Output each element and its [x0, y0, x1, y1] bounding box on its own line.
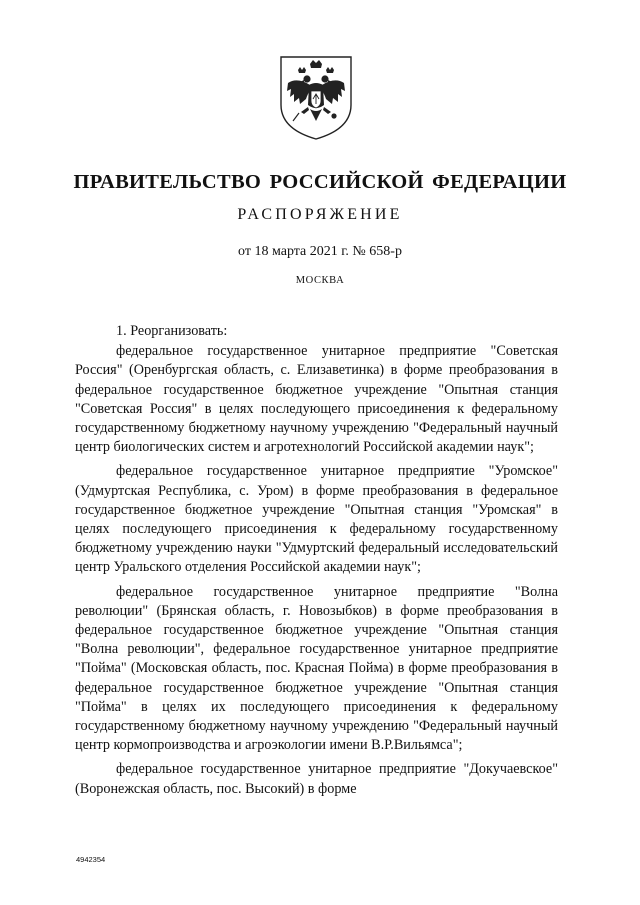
paragraph-volna-revolyutsii: федеральное государственное унитарное предприятие "Волна революции" (Брянская область, г. Новозыбков) в форме преобразования в федеральное государственное бюджетное учреждение "Опытная станция "Волна революции", федеральное государственное унитарное предприятие "Пойма" (Московская область, пос. Красная Пойма) в форме преобразования в федеральное государственное бюджетное учреждение "Опытная станция "Пойма" в целях их последующего присоединения к федеральному государственному бюджетному научному учреждению "Федеральный научный центр кормопроизводства и агроэкологии имени В.Р.Вильямса"; — [75, 583, 558, 754]
paragraph-uromskoe: федеральное государственное унитарное предприятие "Уромское" (Удмуртская Республика, с. Уром) в форме преобразования в федеральное государственное бюджетное учреждение "Опытная станция "Уромская" в целях последующего присоединения к федеральному государственному бюджетному учреждению науки "Удмуртский федеральный исследовательский центр Уральского отделения Российской академии наук"; — [75, 463, 558, 576]
document-date-number: от 18 марта 2021 г. № 658-р — [238, 244, 402, 259]
paragraph-sovetskaya-rossiya: федеральное государственное унитарное предприятие "Советская Россия" (Оренбургская область, с. Елизаветинка) в форме преобразования в федеральное государственное бюджетное учреждение "Опытная станция "Советская Россия" в целях последующего присоединения к федеральному государственному бюджетному научному учреждению "Федеральный научный центр биологических систем и агротехнологий Российской академии наук"; — [75, 343, 558, 456]
city: МОСКВА — [295, 275, 345, 286]
organization-title: ПРАВИТЕЛЬСТВО РОССИЙСКОЙ ФЕДЕРАЦИИ — [73, 171, 567, 193]
paragraph-item-heading: 1. Реорганизовать: — [116, 323, 228, 339]
document-body — [75, 322, 558, 799]
emblem-icon — [277, 55, 355, 141]
footer-code: 4942354 — [76, 855, 106, 864]
paragraph-dokuchaevskoe: федеральное государственное унитарное предприятие "Докучаевское" (Воронежская область, пос. Высокий) в форме — [75, 761, 558, 797]
russian-coat-of-arms-icon — [277, 55, 355, 141]
document-type: РАСПОРЯЖЕНИЕ — [237, 206, 403, 223]
